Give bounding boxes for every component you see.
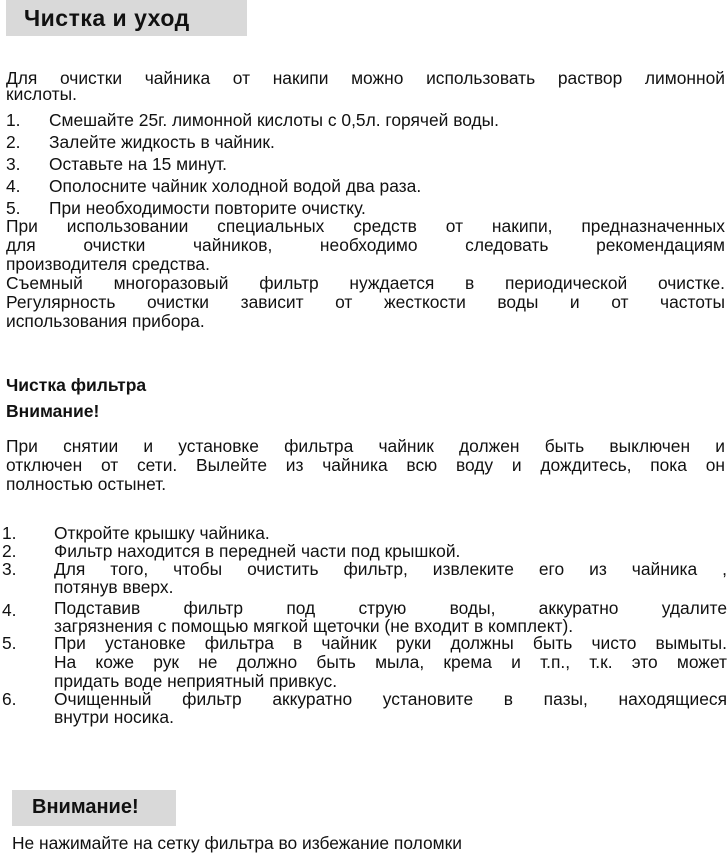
special-agents-line-2: для очистки чайников, необходимо следовать рекомендациям: [6, 235, 725, 255]
reusable-filter-line-1: Съемный многоразовый фильтр нуждается в периодической очистке.: [6, 273, 725, 293]
filter-warning-line-2: отключен от сети. Вылейте из чайника всю воду и дождитесь, пока он: [6, 455, 725, 475]
list-item-number: 3.: [2, 559, 17, 579]
reusable-filter-line-3: использования прибора.: [6, 311, 205, 331]
list-item-text-continued: потянув вверх.: [54, 577, 174, 597]
list-item-text: Залейте жидкость в чайник.: [49, 132, 275, 152]
list-item-number: 3.: [6, 154, 21, 174]
list-item-text: При установке фильтра в чайник руки должны быть чисто вымыты.: [54, 633, 727, 653]
list-item-number: 4.: [6, 176, 21, 196]
list-item-number: 6.: [2, 689, 17, 709]
list-item-number: 2.: [6, 132, 21, 152]
list-item-text: Откройте крышку чайника.: [54, 523, 270, 543]
filter-section-title: Чистка фильтра: [6, 375, 147, 395]
list-item-text: Фильтр находится в передней части под крышкой.: [54, 541, 461, 561]
list-item-text-continued: На коже рук не должно быть мыла, крема и т.п., т.к. это может: [54, 652, 727, 672]
filter-steps-list: [2, 0, 728, 857]
list-item-number: 1.: [2, 523, 17, 543]
intro-line-2: кислоты.: [6, 84, 77, 104]
list-item-text: Ополосните чайник холодной водой два раза.: [49, 176, 422, 196]
reusable-filter-line-2: Регулярность очистки зависит от жесткости воды и от частоты: [6, 292, 725, 312]
list-item-text-continued: загрязнения с помощью мягкой щеточки (не входит в комплект).: [54, 616, 574, 636]
list-item-number: 4.: [2, 600, 17, 620]
list-item-text: Подставив фильтр под струю воды, аккуратно удалите: [54, 598, 727, 618]
list-item-number: 1.: [6, 110, 21, 130]
intro-line-1: Для очистки чайника от накипи можно использовать раствор лимонной: [6, 68, 725, 88]
list-item-text: Очищенный фильтр аккуратно установите в пазы, находящиеся: [54, 689, 727, 709]
notice-header: [12, 790, 176, 826]
list-item-text-continued: внутри носика.: [54, 707, 174, 727]
filter-attention-label: Внимание!: [6, 401, 100, 421]
list-item-text: При необходимости повторите очистку.: [49, 198, 366, 218]
list-item-text: Для того, чтобы очистить фильтр, извлеките его из чайника ,: [54, 559, 727, 579]
filter-warning-line-3: полностью остынет.: [6, 474, 167, 494]
list-item-number: 2.: [2, 541, 17, 561]
list-item-text: Смешайте 25г. лимонной кислоты с 0,5л. горячей воды.: [49, 110, 500, 130]
list-item-text: Оставьте на 15 минут.: [49, 154, 227, 174]
special-agents-line-3: производителя средства.: [6, 254, 210, 274]
list-item-number: 5.: [2, 633, 17, 653]
special-agents-line-1: При использовании специальных средств от накипи, предназначенных: [6, 216, 725, 236]
notice-text: Не нажимайте на сетку фильтра во избежание поломки: [12, 833, 462, 853]
list-item-text-continued: придать воде неприятный привкус.: [54, 671, 338, 691]
section-title: Чистка и уход: [24, 5, 190, 31]
filter-warning-line-1: При снятии и установке фильтра чайник должен быть выключен и: [6, 436, 725, 456]
notice-title: Внимание!: [32, 796, 139, 818]
list-item-number: 5.: [6, 198, 21, 218]
